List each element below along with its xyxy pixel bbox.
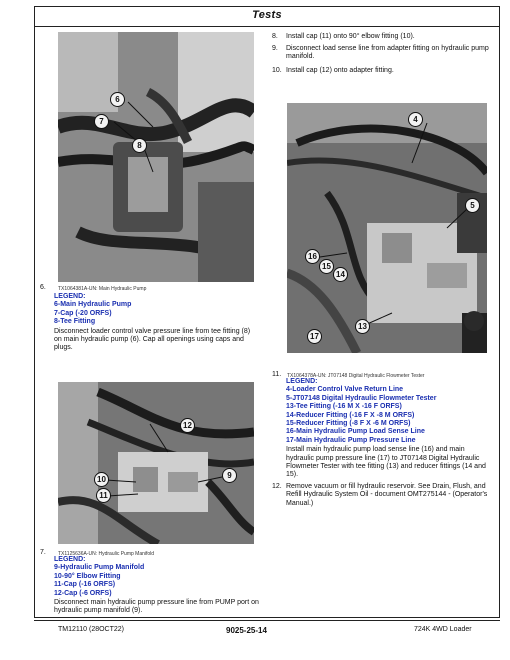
header-rule xyxy=(34,26,500,27)
step-number: 6. xyxy=(40,284,46,291)
step-9 xyxy=(272,45,494,62)
legend-title: LEGEND: xyxy=(54,293,86,300)
legend-item: 10-90° Elbow Fitting xyxy=(54,572,121,580)
figure-caption: TX1125636A-UN: Hydraulic Pump Manifold xyxy=(58,551,155,557)
step-12 xyxy=(272,483,494,508)
step-text: Remove vacuum or fill hydraulic reservoir. See Drain, Flush, and Refill Hydraulic System Oil - document OMT275144 - (Operator's Manual.) xyxy=(286,483,488,507)
legend-item: 16-Main Hydraulic Pump Load Sense Line xyxy=(286,428,425,436)
photo-main-hydraulic-pump-art xyxy=(58,32,254,282)
footer-document-id: TM12110 (28OCT22) xyxy=(58,626,125,633)
step-text: Install cap (11) onto 90° elbow fitting (10). xyxy=(286,33,415,40)
callout-11: 11 xyxy=(96,488,111,503)
step-text: Disconnect load sense line from adapter fitting on hydraulic pump manifold. xyxy=(286,45,489,61)
legend-item: 8-Tee Fitting xyxy=(54,318,96,326)
legend-item: 6-Main Hydraulic Pump xyxy=(54,301,132,309)
legend-item: 14-Reducer Fitting (-16 F X -8 M ORFS) xyxy=(286,411,415,419)
figure-caption: TX1064378A-UN: JT07148 Digital Hydraulic Flowmeter Tester xyxy=(287,373,425,379)
legend-item: 5-JT07148 Digital Hydraulic Flowmeter Tester xyxy=(286,394,437,402)
step-7 xyxy=(40,549,262,616)
footer-rule xyxy=(34,620,500,621)
photo-hydraulic-pump-manifold-art xyxy=(58,382,254,544)
photo-flowmeter-tester-art xyxy=(287,103,487,353)
legend-title: LEGEND: xyxy=(54,556,86,563)
legend-title: LEGEND: xyxy=(286,378,318,385)
callout-5: 5 xyxy=(465,198,480,213)
step-text: Disconnect main hydraulic pump pressure line from PUMP port on hydraulic pump manifold (9). xyxy=(54,599,259,615)
photo-main-hydraulic-pump xyxy=(58,32,254,282)
callout-8: 8 xyxy=(132,138,147,153)
callout-7: 7 xyxy=(94,114,109,129)
legend-item: 13-Tee Fitting (-16 M X -16 F ORFS) xyxy=(286,403,402,411)
step-text: Disconnect loader control valve pressure line from tee fitting (8) on main hydraulic pump (6). Cap all openings using caps and plugs. xyxy=(54,327,251,352)
step-10 xyxy=(272,67,494,75)
step-number: 11. xyxy=(272,371,282,378)
callout-16: 16 xyxy=(305,249,320,264)
legend-item: 17-Main Hydraulic Pump Pressure Line xyxy=(286,436,416,444)
legend-item: 15-Reducer Fitting (-8 F X -6 M ORFS) xyxy=(286,420,411,428)
step-number: 7. xyxy=(40,549,46,556)
callout-15: 15 xyxy=(319,259,334,274)
step-number: 10. xyxy=(272,67,282,74)
page-title: Tests xyxy=(252,9,282,21)
callout-4: 4 xyxy=(408,112,423,127)
step-text: Install cap (12) onto adapter fitting. xyxy=(286,67,394,74)
figure-caption: TX1064381A-UN: Main Hydraulic Pump xyxy=(58,286,147,292)
callout-12: 12 xyxy=(180,418,195,433)
legend-item: 12-Cap (-6 ORFS) xyxy=(54,589,112,597)
step-text: Install main hydraulic pump load sense line (16) and main hydraulic pump pressure line (17) to JT07148 Digital Hydraulic Flowmeter Tester with tee fitting (13) and reducer fittings (14 and 15). xyxy=(286,446,486,479)
callout-17: 17 xyxy=(307,329,322,344)
callout-14: 14 xyxy=(333,267,348,282)
footer-page-number: 9025-25-14 xyxy=(226,626,267,635)
footer-model: 724K 4WD Loader xyxy=(414,626,472,633)
callout-10: 10 xyxy=(94,472,109,487)
step-6 xyxy=(40,284,258,353)
legend-item: 4-Loader Control Valve Return Line xyxy=(286,386,404,394)
callout-13: 13 xyxy=(355,319,370,334)
legend-item: 7-Cap (-20 ORFS) xyxy=(54,309,112,317)
step-8 xyxy=(272,33,494,41)
photo-flowmeter-tester xyxy=(287,103,487,353)
step-11 xyxy=(272,371,494,480)
step-number: 8. xyxy=(272,33,278,40)
legend-item: 11-Cap (-16 ORFS) xyxy=(54,581,116,589)
callout-9: 9 xyxy=(222,468,237,483)
callout-6: 6 xyxy=(110,92,125,107)
step-number: 12. xyxy=(272,483,282,490)
legend-item: 9-Hydraulic Pump Manifold xyxy=(54,564,145,572)
step-number: 9. xyxy=(272,45,278,52)
photo-hydraulic-pump-manifold xyxy=(58,382,254,544)
